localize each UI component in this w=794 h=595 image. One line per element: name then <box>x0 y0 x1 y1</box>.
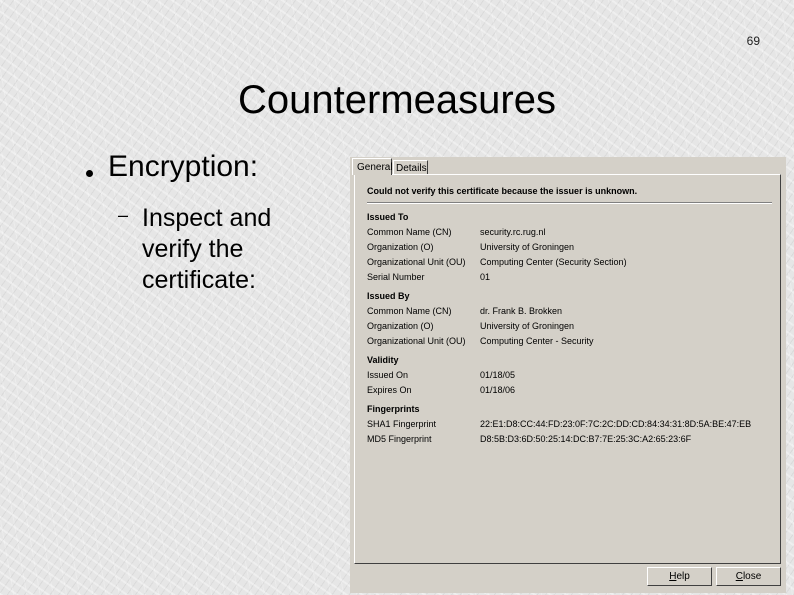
field-value: dr. Frank B. Brokken <box>480 306 563 316</box>
field-value: Computing Center - Security <box>480 336 594 346</box>
field-value: 01 <box>480 272 491 282</box>
validity-heading: Validity <box>367 355 399 365</box>
bullet-dot <box>86 170 93 177</box>
field-value: 01/18/05 <box>480 370 516 380</box>
field-value: University of Groningen <box>480 242 575 252</box>
close-button[interactable] <box>716 567 781 586</box>
slide-title: Countermeasures <box>238 78 556 122</box>
tab-general[interactable]: General <box>352 158 392 175</box>
field-value: 01/18/06 <box>480 385 516 395</box>
field-label: Common Name (CN) <box>367 227 452 237</box>
help-button[interactable] <box>647 567 712 586</box>
verification-warning: Could not verify this certificate because the issuer is unknown. <box>367 186 638 196</box>
slide-number: 69 <box>746 34 760 48</box>
issued-by-heading: Issued By <box>367 291 410 301</box>
field-label: Organizational Unit (OU) <box>367 257 466 267</box>
close-label: lose <box>742 571 762 582</box>
tab-details[interactable]: Details <box>393 160 428 175</box>
close-accesskey: C <box>735 571 743 582</box>
bullet-encryption: Encryption: <box>108 150 259 183</box>
field-value: D8:5B:D3:6D:50:25:14:DC:B7:7E:25:3C:A2:65:23:6F <box>480 434 692 444</box>
field-label: Issued On <box>367 370 409 380</box>
field-value: 22:E1:D8:CC:44:FD:23:0F:7C:2C:DD:CD:84:34:31:8D:5A:BE:47:EB <box>480 419 752 429</box>
certificate-dialog <box>350 157 786 593</box>
field-label: SHA1 Fingerprint <box>367 419 437 429</box>
field-label: Organizational Unit (OU) <box>367 336 466 346</box>
field-label: Expires On <box>367 385 412 395</box>
field-value: University of Groningen <box>480 321 575 331</box>
field-value: Computing Center (Security Section) <box>480 257 627 267</box>
sub-bullet-inspect: Inspect and verify the certificate: <box>142 204 272 294</box>
help-label: elp <box>676 571 690 582</box>
field-label: Organization (O) <box>367 242 434 252</box>
field-label: Serial Number <box>367 272 425 282</box>
field-label: MD5 Fingerprint <box>367 434 432 444</box>
divider <box>367 202 772 204</box>
field-value: security.rc.rug.nl <box>480 227 546 237</box>
field-label: Organization (O) <box>367 321 434 331</box>
field-label: Common Name (CN) <box>367 306 452 316</box>
help-accesskey: H <box>669 571 677 582</box>
fingerprints-heading: Fingerprints <box>367 404 420 414</box>
general-panel <box>354 174 781 564</box>
sub-bullet-dash: – <box>118 205 129 225</box>
issued-to-heading: Issued To <box>367 212 409 222</box>
